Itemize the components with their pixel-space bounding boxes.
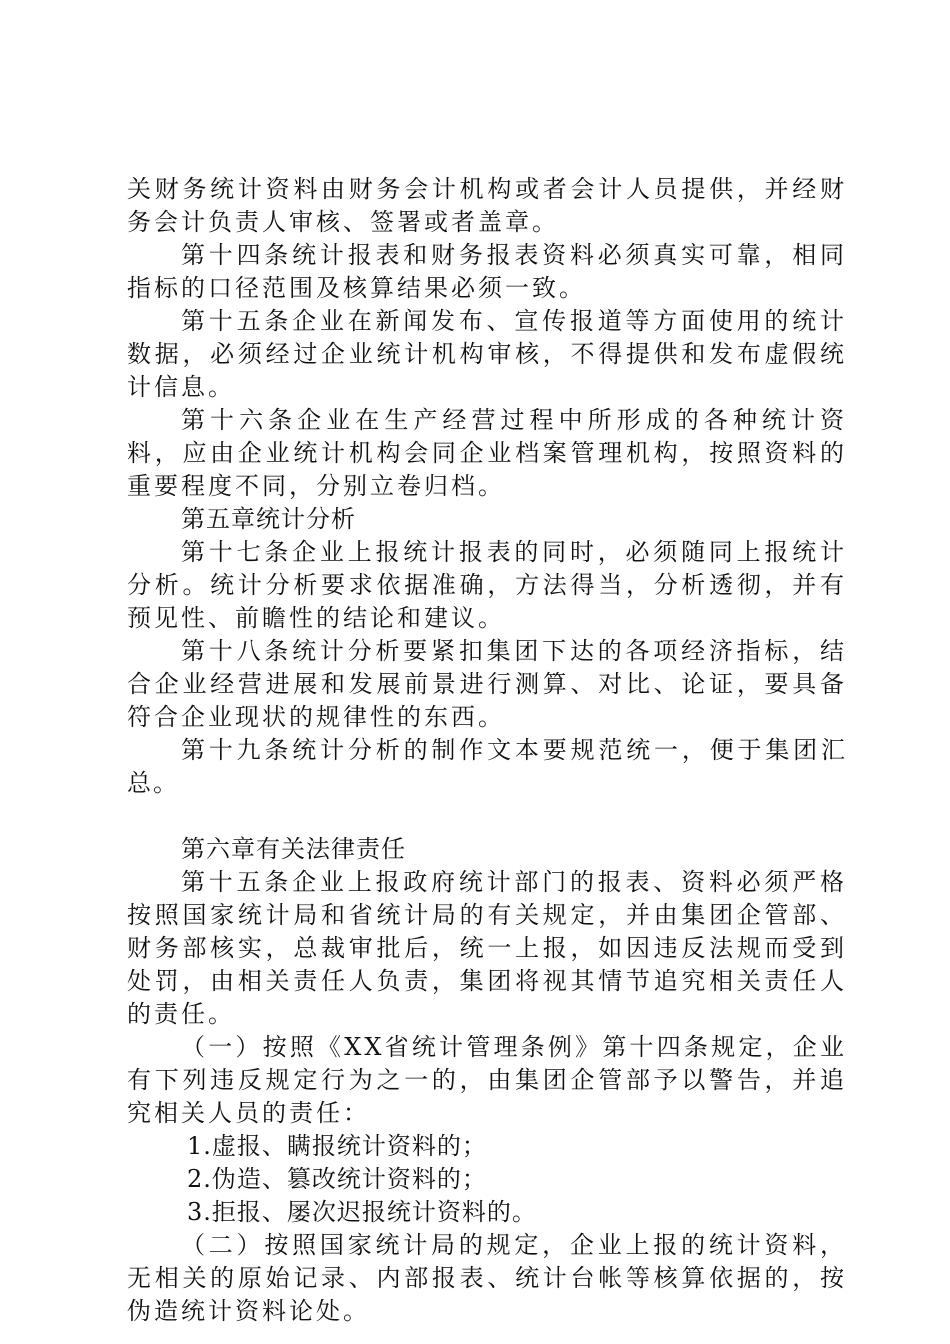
chapter-6-heading: 第六章有关法律责任	[181, 835, 406, 863]
article-16: 第十六条企业在生产经营过程中所形成的各种统计资料，应由企业统计机构会同企业档案管理机构，按照资料的重要程度不同，分别立卷归档。	[127, 406, 847, 500]
document-body	[127, 173, 847, 1328]
list-item-3: 3.拒报、屡次迟报统计资料的。	[187, 1198, 537, 1226]
article-15-liability: 第十五条企业上报政府统计部门的报表、资料必须严格按照国家统计局和省统计局的有关规定，并由集团企管部、财务部核实，总裁审批后，统一上报，如因违反法规而受到处罚，由相关责任人负责，集团将视其情节追究相关责任人的责任。	[127, 868, 847, 1028]
list-item-1: 1.虚报、瞒报统计资料的；	[187, 1132, 487, 1160]
article-14: 第十四条统计报表和财务报表资料必须真实可靠，相同指标的口径范围及核算结果必须一致。	[127, 241, 847, 302]
clause-1: （一）按照《XX省统计管理条例》第十四条规定，企业有下列违反规定行为之一的，由集团企管部予以警告，并追究相关人员的责任：	[127, 1033, 847, 1127]
blank-line	[127, 800, 847, 833]
article-17: 第十七条企业上报统计报表的同时，必须随同上报统计分析。统计分析要求依据准确，方法得当，分析透彻，并有预见性、前瞻性的结论和建议。	[127, 538, 847, 632]
list-item-2: 2.伪造、篡改统计资料的；	[187, 1165, 487, 1193]
article-15: 第十五条企业在新闻发布、宣传报道等方面使用的统计数据，必须经过企业统计机构审核，不得提供和发布虚假统计信息。	[127, 307, 847, 401]
article-18: 第十八条统计分析要紧扣集团下达的各项经济指标，结合企业经营进展和发展前景进行测算、对比、论证，要具备符合企业现状的规律性的东西。	[127, 637, 847, 731]
chapter-5-heading: 第五章统计分析	[181, 505, 356, 533]
article-19: 第十九条统计分析的制作文本要规范统一，便于集团汇总。	[127, 736, 847, 797]
paragraph-continuation: 关财务统计资料由财务会计机构或者会计人员提供，并经财务会计负责人审核、签署或者盖章。	[127, 175, 847, 236]
clause-2: （二）按照国家统计局的规定，企业上报的统计资料，无相关的原始记录、内部报表、统计台帐等核算依据的，按伪造统计资料论处。	[127, 1231, 847, 1325]
